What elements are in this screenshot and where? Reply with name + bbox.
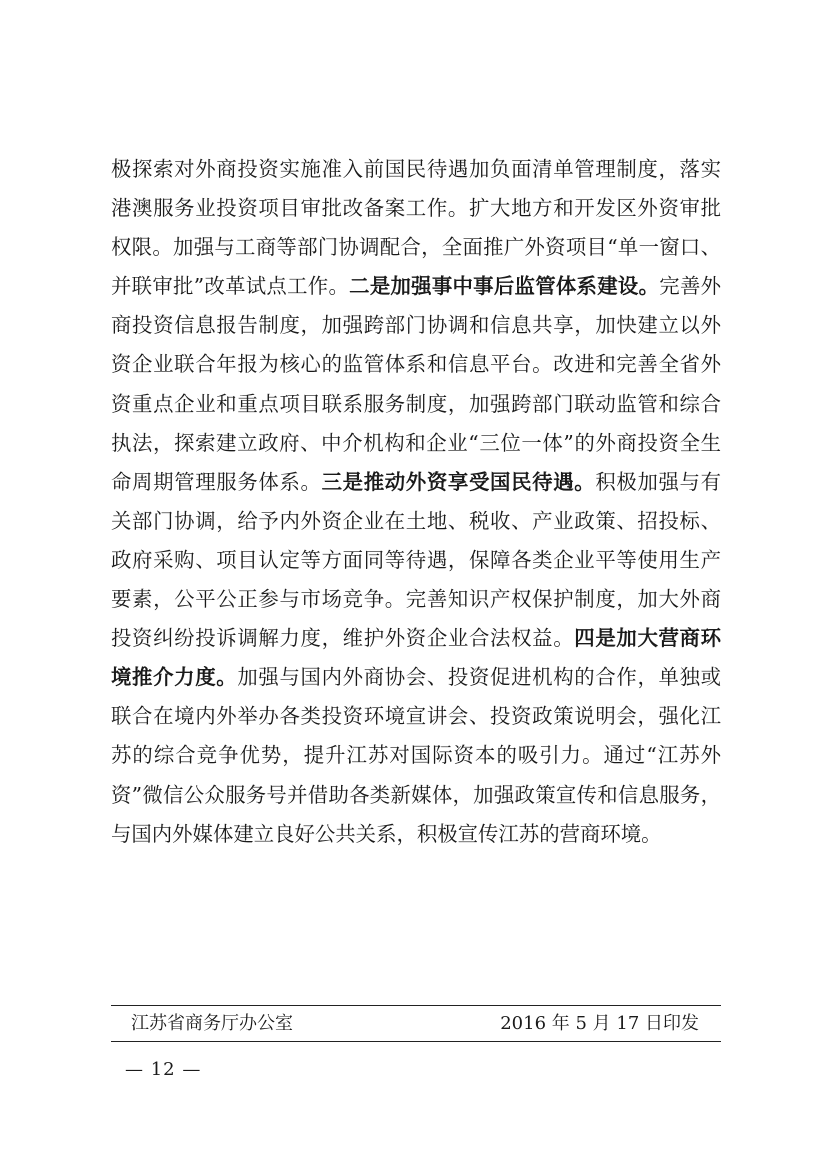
section-heading-4: 四是加大营商环境推介力度。 [111, 626, 722, 690]
paragraph-text: 完善外商投资信息报告制度，加强跨部门协调和信息共享，加快建立以外资企业联合年报为核心的监管体系和信息平台。改进和完善全省外资重点企业和重点项目联系服务制度，加强跨部门联动监管和综合执法，探索建立政府、中介机构和企业“三位一体”的外商投资全生命周期管理服务体系。 [111, 274, 722, 494]
paragraph-text: 积极加强与有关部门协调，给予内外资企业在土地、税收、产业政策、招投标、政府采购、项目认定等方面同等待遇，保障各类企业平等使用生产要素，公平公正参与市场竞争。完善知识产权保护制度，加大外商投资纠纷投诉调解力度，维护外资企业合法权益。 [111, 469, 722, 651]
footer-print-date: 2016 年 5 月 17 日印发 [500, 1013, 699, 1034]
paragraph-text: 极探索对外商投资实施准入前国民待遇加负面清单管理制度，落实港澳服务业投资项目审批改备案工作。扩大地方和开发区外资审批权限。加强与工商等部门协调配合，全面推广外资项目“单一窗口、并联审批”改革试点工作。 [111, 157, 721, 299]
footer-rule-bottom [111, 1041, 721, 1042]
section-heading-3: 三是推动外资享受国民待遇。 [321, 469, 596, 494]
footer [111, 1010, 721, 1038]
body-paragraph [111, 150, 721, 854]
section-heading-2: 二是加强事中事后监管体系建设。 [349, 274, 660, 299]
footer-rule-top [111, 1005, 721, 1006]
paragraph-text: 加强与国内外商协会、投资促进机构的合作，单独或联合在境内外举办各类投资环境宣讲会、投资政策说明会，强化江苏的综合竞争优势，提升江苏对国际资本的吸引力。通过“江苏外资”微信公众服务号并借助各类新媒体，加强政策宣传和信息服务，与国内外媒体建立良好公共关系，积极宣传江苏的营商环境。 [111, 665, 722, 846]
page-number: — 12 — [125, 1059, 202, 1080]
footer-issuer: 江苏省商务厅办公室 [131, 1013, 293, 1034]
